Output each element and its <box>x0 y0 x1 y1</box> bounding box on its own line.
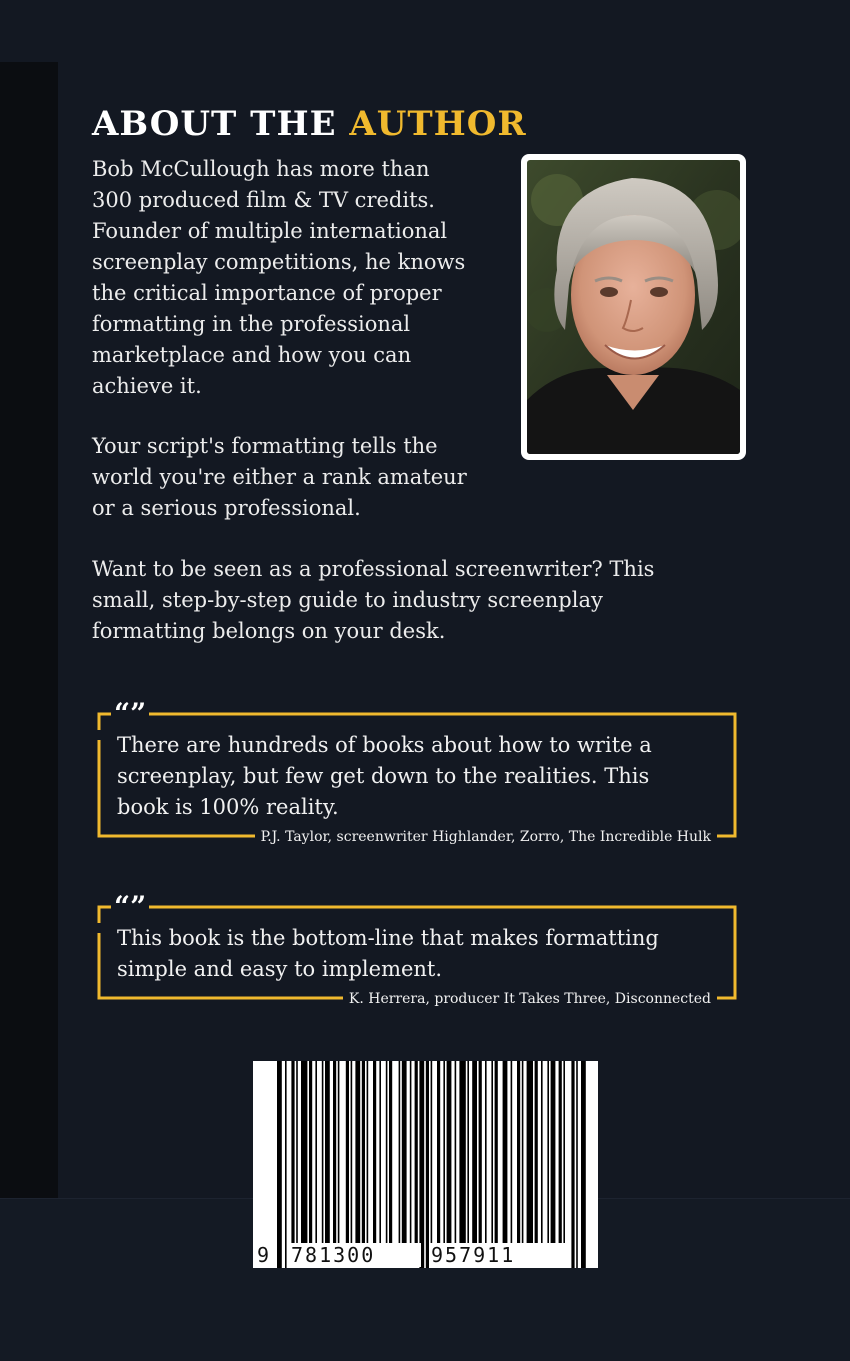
barcode-bar <box>285 1061 287 1268</box>
quote-attribution: P.J. Taylor, screenwriter Highlander, Zorro, The Incredible Hulk <box>255 828 717 846</box>
barcode-bar <box>443 1061 445 1243</box>
paragraph-line: Want to be seen as a professional screenwriter? This <box>92 557 655 581</box>
barcode-bar <box>362 1061 365 1243</box>
barcode-bar <box>563 1061 565 1243</box>
barcode-bars <box>253 1061 598 1268</box>
paragraph-line: or a serious professional. <box>92 496 361 520</box>
quote-text <box>117 923 727 985</box>
barcode-bar <box>472 1061 477 1243</box>
barcode-bar <box>301 1061 307 1243</box>
pitch-paragraph <box>92 554 654 647</box>
barcode-bar <box>541 1061 543 1243</box>
paragraph-line: formatting belongs on your desk. <box>92 619 446 643</box>
author-bio <box>92 154 465 402</box>
barcode-bar <box>325 1061 330 1243</box>
author-portrait-image <box>527 160 740 454</box>
barcode-bar <box>355 1061 360 1243</box>
barcode-bar <box>511 1061 513 1243</box>
barcode-bar <box>410 1061 412 1243</box>
barcode-bar <box>559 1061 562 1243</box>
barcode-bar <box>491 1061 493 1243</box>
barcode-bar <box>322 1061 324 1243</box>
author-photo <box>521 154 746 460</box>
barcode-bar <box>379 1061 381 1243</box>
barcode-bar <box>479 1061 482 1243</box>
bio-line: achieve it. <box>92 374 202 398</box>
barcode-bar <box>291 1061 294 1243</box>
quote-text <box>117 730 727 823</box>
quote-line: screenplay, but few get down to the realities. This <box>117 764 650 788</box>
quote-icon: “” <box>111 700 149 728</box>
barcode-bar <box>277 1061 282 1268</box>
barcode-bar <box>485 1061 487 1243</box>
barcode-bar <box>437 1061 440 1243</box>
bio-line: Founder of multiple international <box>92 219 448 243</box>
barcode-bar <box>547 1061 549 1243</box>
barcode-bar <box>467 1061 469 1243</box>
paragraph-line: Your script's formatting tells the <box>92 434 438 458</box>
barcode-bar <box>455 1061 457 1243</box>
bio-line: formatting in the professional <box>92 312 411 336</box>
testimonial-quote-2 <box>97 890 737 1007</box>
barcode-bar <box>431 1061 433 1243</box>
barcode-bar <box>346 1061 349 1243</box>
barcode-bar <box>419 1061 424 1268</box>
barcode-bar <box>571 1061 574 1268</box>
barcode-bar <box>517 1061 520 1243</box>
barcode-bar <box>503 1061 508 1243</box>
heading-text: ABOUT THE <box>92 104 350 144</box>
barcode-bar <box>495 1061 498 1243</box>
barcode-bar <box>389 1061 392 1243</box>
spine-strip <box>0 62 58 1198</box>
isbn-barcode <box>253 1061 598 1268</box>
barcode-bar <box>315 1061 317 1243</box>
barcode-digit-first: 9 <box>257 1243 272 1267</box>
barcode-bar <box>351 1061 353 1243</box>
barcode-bar <box>447 1061 452 1243</box>
barcode-bar <box>367 1061 369 1243</box>
barcode-bar <box>551 1061 556 1243</box>
bio-line: marketplace and how you can <box>92 343 412 367</box>
quote-icon: “” <box>111 893 149 921</box>
quote-line: This book is the bottom-line that makes formatting <box>117 926 659 950</box>
barcode-bar <box>338 1061 340 1243</box>
barcode-bar <box>527 1061 533 1243</box>
quote-line: simple and easy to implement. <box>117 957 443 981</box>
heading-accent: AUTHOR <box>349 104 527 144</box>
section-heading <box>92 104 527 144</box>
barcode-bar <box>535 1061 538 1243</box>
barcode-bar <box>415 1061 418 1243</box>
barcode-bar <box>309 1061 312 1243</box>
barcode-bar <box>426 1061 429 1268</box>
bio-line: Bob McCullough has more than <box>92 157 430 181</box>
bio-line: the critical importance of proper <box>92 281 442 305</box>
testimonial-quote-1 <box>97 697 737 845</box>
barcode-bar <box>581 1061 586 1268</box>
barcode-bar <box>402 1061 407 1243</box>
barcode-bar <box>399 1061 401 1243</box>
barcode-digits-left: 781300 <box>291 1243 421 1267</box>
formatting-paragraph <box>92 431 467 524</box>
quote-line: book is 100% reality. <box>117 795 339 819</box>
paragraph-line: world you're either a rank amateur <box>92 465 467 489</box>
quote-attribution: K. Herrera, producer It Takes Three, Disconnected <box>343 990 717 1008</box>
barcode-digits-right: 957911 <box>431 1243 566 1267</box>
barcode-bar <box>386 1061 388 1243</box>
barcode-bar <box>296 1061 298 1243</box>
barcode-bar <box>333 1061 336 1243</box>
paragraph-line: small, step-by-step guide to industry screenplay <box>92 588 603 612</box>
bio-line: 300 produced film & TV credits. <box>92 188 435 212</box>
barcode-bar <box>576 1061 578 1268</box>
barcode-bar <box>522 1061 524 1243</box>
barcode-bar <box>373 1061 376 1243</box>
barcode-bar <box>459 1061 465 1243</box>
quote-line: There are hundreds of books about how to write a <box>117 733 652 757</box>
bio-line: screenplay competitions, he knows <box>92 250 466 274</box>
